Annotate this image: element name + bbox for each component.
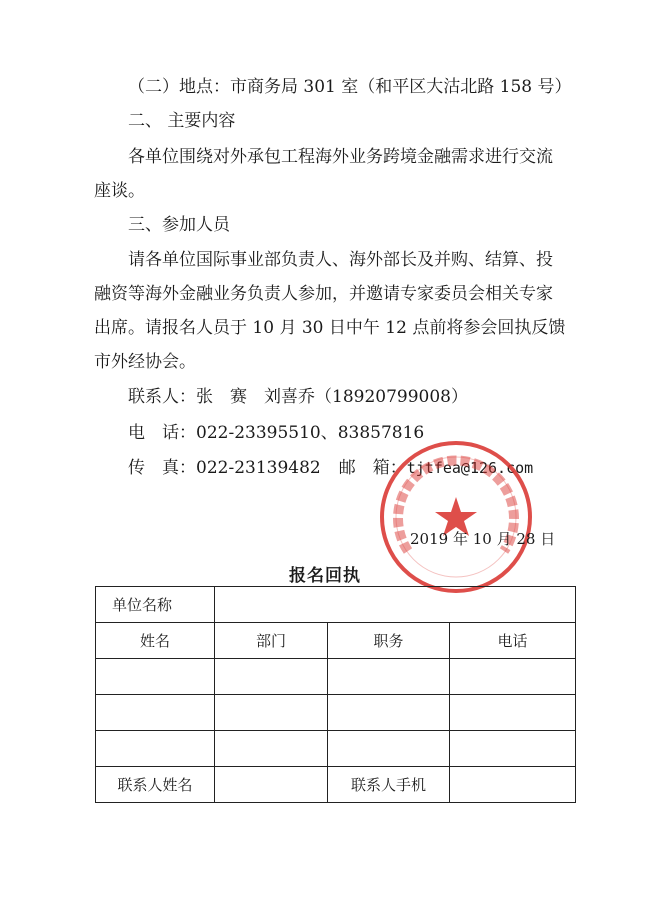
issue-date: 2019 年 10 月 28 日 [410, 530, 556, 548]
header-name: 姓名 [96, 623, 215, 659]
name-cell[interactable] [96, 695, 215, 731]
unit-name-row [96, 587, 576, 623]
email-label: 邮 箱： [338, 458, 407, 478]
attendees-paragraph-line: 融资等海外金融业务负责人参加，并邀请专家委员会相关专家 [94, 284, 553, 304]
table-header-row [96, 623, 576, 659]
department-cell[interactable] [215, 695, 328, 731]
location-line: （二）地点：市商务局 301 室（和平区大沽北路 158 号） [128, 77, 572, 97]
phone-cell[interactable] [450, 731, 576, 767]
contact-person-line [128, 386, 468, 408]
phone-value: 022-23395510、83857816 [196, 423, 425, 443]
position-cell[interactable] [328, 731, 450, 767]
receipt-title: 报名回执 [289, 566, 361, 586]
contact-row [96, 767, 576, 803]
contact-mobile-label: 联系人手机 [328, 767, 450, 803]
contact-name-field[interactable] [215, 767, 328, 803]
table-row [96, 731, 576, 767]
fax-label: 传 真： [128, 458, 196, 478]
email-value: tjtfea@126.com [406, 459, 534, 477]
registration-receipt-table [95, 586, 576, 803]
header-department: 部门 [215, 623, 328, 659]
department-cell[interactable] [215, 731, 328, 767]
attendees-paragraph-line: 出席。请报名人员于 10 月 30 日中午 12 点前将参会回执反馈 [94, 318, 566, 338]
contact-label: 联系人： [128, 387, 196, 407]
unit-name-label: 单位名称 [96, 587, 215, 623]
department-cell[interactable] [215, 659, 328, 695]
name-cell[interactable] [96, 659, 215, 695]
content-paragraph-line: 座谈。 [94, 181, 145, 201]
table-row [96, 695, 576, 731]
position-cell[interactable] [328, 659, 450, 695]
unit-name-field[interactable] [215, 587, 576, 623]
position-cell[interactable] [328, 695, 450, 731]
name-cell[interactable] [96, 731, 215, 767]
phone-label: 电 话： [128, 423, 196, 443]
phone-cell[interactable] [450, 695, 576, 731]
table-row [96, 659, 576, 695]
contact-name-label: 联系人姓名 [96, 767, 215, 803]
header-position: 职务 [328, 623, 450, 659]
attendees-paragraph-line: 请各单位国际事业部负责人、海外部长及并购、结算、投 [128, 250, 553, 270]
section2-heading: 二、 主要内容 [128, 111, 236, 131]
attendees-paragraph-line: 市外经协会。 [94, 352, 196, 372]
content-paragraph-line: 各单位围绕对外承包工程海外业务跨境金融需求进行交流 [128, 147, 553, 167]
contact-mobile-field[interactable] [450, 767, 576, 803]
contact-names: 张 赛 刘喜乔（18920799008） [196, 387, 468, 407]
header-phone: 电话 [450, 623, 576, 659]
section3-heading: 三、参加人员 [128, 215, 230, 235]
phone-cell[interactable] [450, 659, 576, 695]
fax-value: 022-23139482 [196, 458, 321, 478]
